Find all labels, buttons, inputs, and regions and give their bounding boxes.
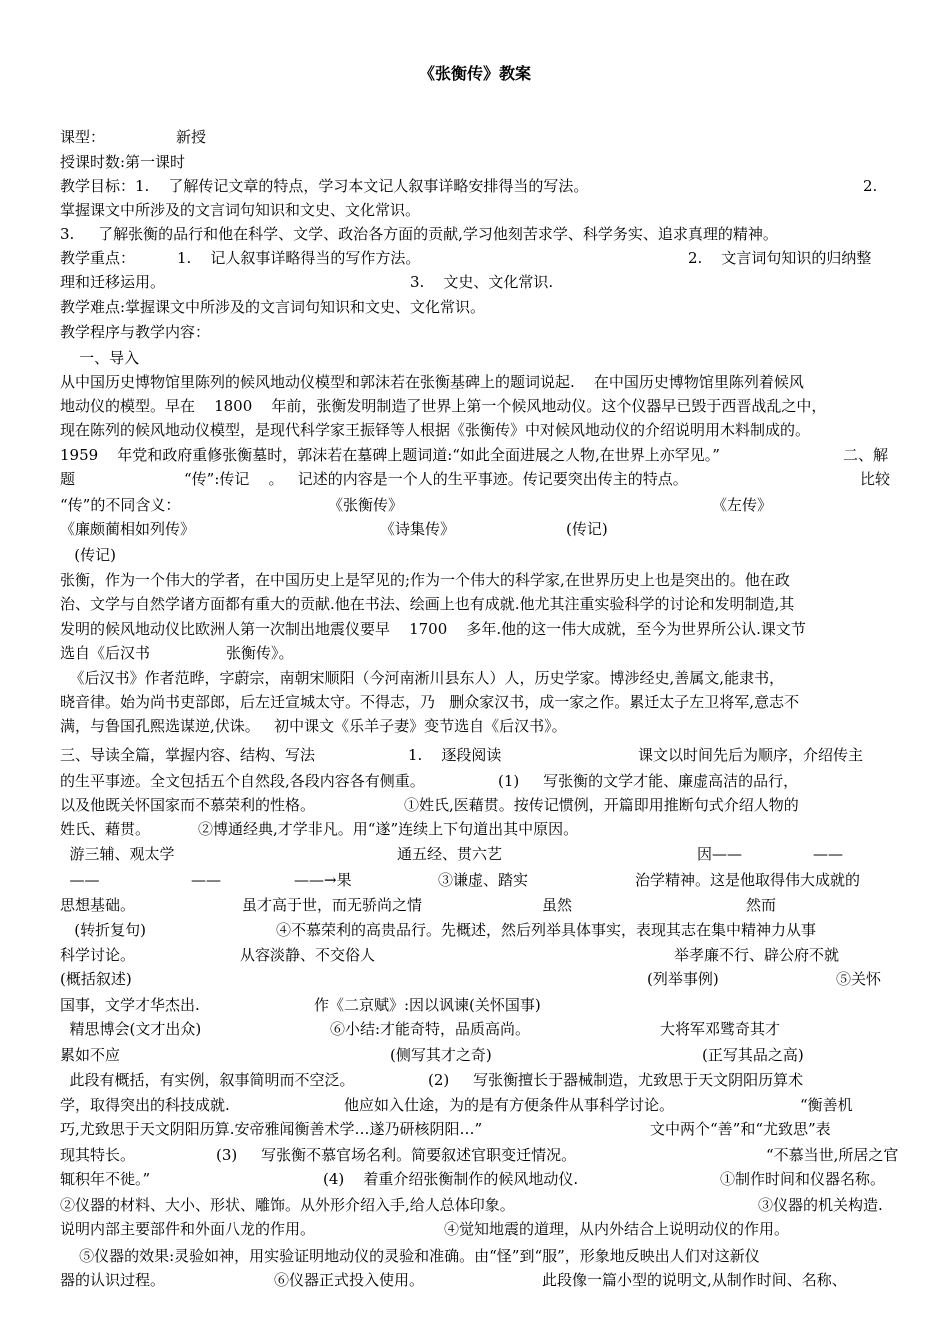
text-line: [60, 817, 890, 841]
text-segment: 比较: [860, 470, 891, 488]
text-segment: 张衡传》。: [226, 644, 294, 662]
text-segment: 《廉颇蔺相如列传》: [60, 520, 196, 538]
text-segment: 一、导入: [60, 349, 140, 367]
text-line: [60, 493, 890, 517]
text-segment: 3. 文史、文化常识.: [410, 273, 554, 291]
text-line-key-points-b: [60, 270, 890, 294]
text-segment: 科学讨论。: [60, 946, 136, 964]
text-segment: 题: [60, 470, 76, 488]
text-segment: 2. 文言词句知识的归纳整: [688, 249, 872, 267]
text-line: [60, 1193, 890, 1217]
text-segment: 理和迁移运用。: [60, 273, 166, 291]
text-line: [60, 467, 890, 491]
text-segment: (传记): [566, 520, 608, 538]
text-segment: 《后汉书》作者范晔，字蔚宗，南朝宋顺阳（今河南淅川县东人）人，历史学家。博涉经史,善属文,能隶书，: [60, 669, 785, 687]
text-segment: (侧写其才之奇): [390, 1046, 492, 1064]
text-segment: 课型：: [60, 128, 106, 146]
text-segment: ②仪器的材料、大小、形状、雕饰。从外形介绍入手,给人总体印象。: [60, 1196, 515, 1214]
text-segment: “不慕当世,所居之官: [766, 1146, 899, 1164]
text-line: [60, 1117, 890, 1141]
text-line: [60, 769, 890, 793]
text-line: [60, 641, 890, 665]
text-line: [60, 1017, 890, 1041]
text-segment: 累如不应: [60, 1046, 121, 1064]
text-segment: 新授: [176, 128, 207, 146]
text-line-goal-1b: [60, 198, 890, 222]
text-line: [60, 1244, 890, 1268]
text-segment: ③谦虚、踏实: [438, 871, 529, 889]
text-line: [60, 743, 890, 767]
text-segment: 现其特长。: [60, 1146, 136, 1164]
text-segment: 此段有概括，有实例，叙事简明而不空泛。: [60, 1071, 355, 1089]
text-segment: 辄积年不徙。”: [60, 1170, 151, 1188]
text-segment: “传”:传记 。 记述的内容是一个人的生平事迹。传记要突出传主的特点。: [184, 470, 688, 488]
text-segment: 满，与鲁国孔熙选谋逆,伏诛。 初中课文《乐羊子妻》变节选自《后汉书》。: [60, 717, 567, 735]
text-segment: 从中国历史博物馆里陈列的候风地动仪模型和郭沫若在张衡基碑上的题词说起. 在中国历史博物馆里陈列着候风: [60, 373, 804, 391]
text-segment: 说明内部主要部件和外面八龙的作用。: [60, 1220, 316, 1238]
text-segment: 《左传》: [712, 496, 773, 514]
text-line: [60, 1217, 890, 1241]
text-line-difficulty: [60, 295, 890, 319]
text-segment: 授课时数:第一课时: [60, 153, 186, 171]
text-segment: ⑤关怀: [836, 970, 882, 988]
text-segment: 此段像一篇小型的说明文,从制作时间、名称、: [542, 1271, 847, 1289]
text-segment: 现在陈列的候风地动仪模型，是现代科学家王振铎等人根据《张衡传》中对候风地动仪的介绍说明用木料制成的。: [60, 421, 811, 439]
text-segment: ⑥小结:才能奇特，品质高尚。: [330, 1020, 531, 1038]
text-line: [60, 967, 890, 991]
text-segment: 虽然: [542, 896, 573, 914]
text-segment: 教学目标：1. 了解传记文章的特点，学习本文记人叙事详略安排得当的写法。: [60, 177, 589, 195]
text-segment: (1) 写张衡的文学才能、廉虚高洁的品行，: [498, 772, 799, 790]
text-segment: (转折复句): [60, 921, 147, 939]
text-segment: 教学难点:掌握课文中所涉及的文言词句知识和文史、文化常识。: [60, 298, 486, 316]
text-segment: 地动仪的模型。早在 1800 年前，张衡发明制造了世界上第一个候风地动仪。这个仪器早已毁于西晋战乱之中，: [60, 397, 827, 415]
text-segment: 作《二京赋》:因以讽谏(关怀国事): [314, 996, 541, 1014]
text-line: [60, 370, 890, 394]
text-segment: (概括叙述): [60, 970, 132, 988]
text-line: [60, 568, 890, 592]
text-segment: 1. 记人叙事详略得当的写作方法。: [177, 249, 421, 267]
text-line-goal-3: [60, 222, 890, 246]
text-segment: 晓音律。始为尚书吏部郎，后左迁宣城太守。不得志，乃 删众家汉书，成一家之作。累迁太子左卫将军,意志不: [60, 693, 800, 711]
text-segment: (正写其品之高): [702, 1046, 804, 1064]
text-line: [60, 1167, 890, 1191]
text-segment: ②博通经典,才学非凡。用“遂”连续上下句道出其中原因。: [198, 820, 579, 838]
text-line: [60, 443, 890, 467]
text-segment: 文中两个“善”和“尤致思”表: [650, 1120, 831, 1138]
text-line: [60, 714, 890, 738]
text-segment: 大将军邓骘奇其才: [660, 1020, 781, 1038]
text-segment: 学，取得突出的科技成就.: [60, 1096, 230, 1114]
text-segment: ⑥仪器正式投入使用。: [274, 1271, 425, 1289]
text-segment: 1959 年党和政府重修张衡墓时，郭沫若在墓碑上题词道:“如此全面进展之人物,在世界上亦罕见。”: [60, 446, 720, 464]
text-segment: 1. 逐段阅读: [408, 746, 502, 764]
text-segment: 举孝廉不行、辟公府不就: [674, 946, 840, 964]
text-line-key-points: [60, 246, 890, 270]
text-segment: 游三辅、观太学: [60, 845, 175, 863]
text-line: [60, 517, 890, 541]
text-line: [60, 1093, 890, 1117]
text-line: [60, 943, 890, 967]
text-segment: 3. 了解张衡的品行和他在科学、文学、政治各方面的贡献,学习他刻苦求学、科学务实、追求真理的精神。: [60, 225, 778, 243]
text-segment: 器的认识过程。: [60, 1271, 166, 1289]
text-segment: ——: [813, 845, 843, 863]
text-segment: ④不慕荣利的高贵品行。先概述，然后列举具体事实，表现其志在集中精神力从事: [276, 921, 817, 939]
text-segment: 虽才高于世，而无骄尚之情: [242, 896, 423, 914]
text-segment: 他应如入仕途，为的是有方便条件从事科学讨论。: [344, 1096, 675, 1114]
text-line: [60, 993, 890, 1017]
text-segment: ——: [191, 871, 221, 889]
text-segment: 巧,尤致思于天文阴阳历算.安帝雅闻衡善术学…遂乃研核阴阳…”: [60, 1120, 483, 1138]
text-segment: 治、文学与自然学诸方面都有重大的贡献.他在书法、绘画上也有成就.他尤其注重实验科学的讨论和发明制造,其: [60, 595, 795, 613]
text-segment: “传”的不同含义：: [60, 496, 181, 514]
text-segment: ——: [60, 871, 100, 889]
text-line-hours: [60, 150, 890, 174]
text-segment: 《诗集传》: [380, 520, 456, 538]
text-segment: 教学程序与教学内容：: [60, 323, 211, 341]
text-segment: ⑤仪器的效果:灵验如神，用实验证明地动仪的灵验和准确。由“怪”到“服”，形象地反映出人们对这新仪: [60, 1247, 760, 1265]
text-line: [60, 617, 890, 641]
text-segment: (传记): [60, 546, 117, 564]
text-segment: (列举事例): [647, 970, 719, 988]
text-line: [60, 418, 890, 442]
text-segment: 的生平事迹。全文包括五个自然段,各段内容各有侧重。: [60, 772, 425, 790]
text-line-intro-heading: [60, 346, 890, 370]
text-segment: 因——: [697, 845, 743, 863]
text-segment: 精思博会(文才出众): [60, 1020, 202, 1038]
text-line: [60, 592, 890, 616]
text-line: [60, 1043, 890, 1067]
text-line: [60, 793, 890, 817]
text-segment: 以及他既关怀国家而不慕荣利的性格。: [60, 796, 316, 814]
text-segment: 然而: [746, 896, 777, 914]
text-segment: 张衡，作为一个伟大的学者，在中国历史上是罕见的;作为一个伟大的科学家,在世界历史上也是突出的。他在政: [60, 571, 790, 589]
text-segment: 发明的候风地动仪比欧洲人第一次制出地震仪要早 1700 多年.他的这一伟大成就，至今为世界所公认.课文节: [60, 620, 806, 638]
text-segment: (3) 写张衡不慕官场名利。简要叙述官职变迁情况。: [216, 1146, 577, 1164]
text-line: [60, 394, 890, 418]
text-segment: 思想基础。: [60, 896, 136, 914]
text-segment: 掌握课文中所涉及的文言词句知识和文史、文化常识。: [60, 201, 421, 219]
text-segment: 2.: [863, 177, 878, 195]
text-line-procedure: [60, 320, 890, 344]
text-segment: “衡善机: [800, 1096, 853, 1114]
text-segment: ①制作时间和仪器名称。: [720, 1170, 886, 1188]
text-segment: (2) 写张衡擅长于器械制造，尤致思于天文阴阳历算术: [428, 1071, 804, 1089]
text-line: [60, 842, 890, 866]
text-line: [60, 690, 890, 714]
text-segment: ③仪器的机关构造.: [758, 1196, 883, 1214]
text-segment: 《张衡传》: [328, 496, 404, 514]
text-segment: ④觉知地震的道理，从内外结合上说明动仪的作用。: [444, 1220, 790, 1238]
text-line: [60, 666, 890, 690]
text-line: [60, 1068, 890, 1092]
text-line: [60, 543, 890, 567]
text-line: [60, 868, 890, 892]
text-segment: 二、解: [843, 446, 889, 464]
text-segment: 选自《后汉书: [60, 644, 151, 662]
text-segment: 从容淡静、不交俗人: [240, 946, 376, 964]
text-line: [60, 918, 890, 942]
text-segment: 通五经、贯六艺: [397, 845, 503, 863]
text-segment: 三、导读全篇，掌握内容、结构、写法: [60, 746, 316, 764]
text-line: [60, 893, 890, 917]
text-segment: 国事，文学才华杰出.: [60, 996, 200, 1014]
text-line: [60, 1143, 899, 1167]
text-segment: (4) 着重介绍张衡制作的候风地动仪.: [323, 1170, 579, 1188]
text-segment: ①姓氏,医藉贯。按传记惯例，开篇即用推断句式介绍人物的: [404, 796, 799, 814]
text-line-type: [60, 125, 890, 149]
text-segment: 课文以时间先后为顺序，介绍传主: [638, 746, 864, 764]
text-line: [60, 1268, 890, 1292]
document-title: 《张衡传》教案: [418, 64, 531, 83]
text-segment: 姓氏、藉贯。: [60, 820, 151, 838]
text-segment: 教学重点：: [60, 249, 136, 267]
text-segment: 治学精神。这是他取得伟大成就的: [635, 871, 861, 889]
text-segment: ——→果: [294, 871, 352, 889]
text-line-goal-1: [60, 174, 890, 198]
